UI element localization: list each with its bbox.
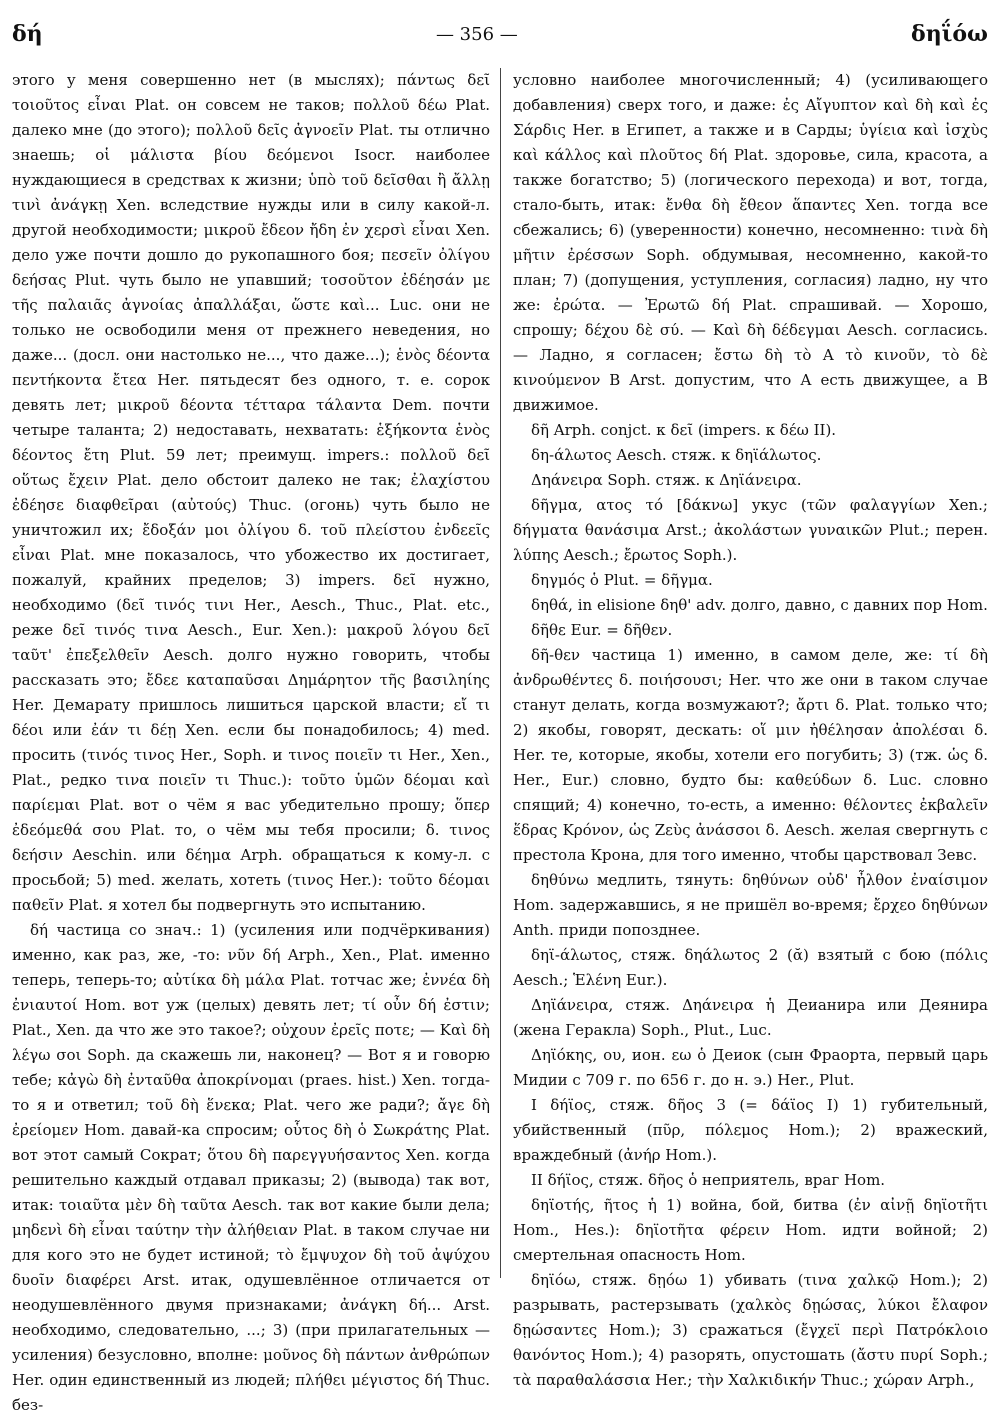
dictionary-entry: δηθύνω медлить, тянуть: δηθύνων οὐδ' ἦλθον ἐναίσιμον Hom. задержавшись, я не пришёл во-время; ἔρχεο δηθύνων Anth. приди попозднее. (513, 871, 988, 939)
dictionary-entry: δηϊ-άλωτος, стяж. δηάλωτος 2 (ᾰ) взятый с бою (πόλις Aesch.; Ἑλένη Eur.). (513, 946, 988, 989)
dictionary-entry: δηϊοτής, ῆτος ἡ 1) война, бой, битва (ἐν αἰνῇ δηϊοτῆτι Hom., Hes.): δηϊοτῆτα φέρειν Hom. идти войной; 2) смертельная опасность Hom. (513, 1196, 988, 1264)
dictionary-entry: δη-άλωτος Aesch. стяж. к δηϊάλωτος. (531, 446, 822, 464)
dictionary-entry: δηθά, in elisione δηθ' adv. долго, давно, с давних пор Hom. (531, 596, 988, 614)
dictionary-entry: Δηϊόκης, ου, ион. εω ὁ Деиок (сын Фраорта, первый царь Мидии с 709 г. по 656 г. до н. э.) Her., Plut. (513, 1046, 988, 1089)
dictionary-entry: δηϊόω, стяж. δῃόω 1) убивать (τινα χαλκῷ Hom.); 2) разрывать, растерзывать (χαλκὸς δῃώσας, λύκοι ἔλαφον δῃώσαντες Hom.); 3) сражаться (ἔγχεϊ περὶ Πατρόκλοιο θανόντος Hom.); 4) разорять, опустошать (ἄστυ πυρί Soph.; τὰ παραθαλάσσια Her.; τὴν Χαλκιδικήν Thuc.; χώραν Arph., (513, 1271, 988, 1389)
dictionary-entry: I δήϊος, стяж. δῆος 3 (= δάϊος I) 1) губительный, убийственный (πῦρ, πόλεμος Hom.); 2) вражеский, враждебный (ἀνήρ Hom.). (513, 1096, 988, 1164)
dictionary-entry: δῆ-θεν частица 1) именно, в самом деле, же: τί δὴ ἀνδρωθέντες δ. ποιήσουσι; Her. что же они в таком случае станут делать, когда возмужают?; ἄρτι δ. Plat. только что; 2) якобы, говорят, дескать: οἵ μιν ἠθέλησαν ἀπολέσαι δ. Her. те, которые, якобы, хотели его погубить; 3) (тж. ὡς δ. Her., Eur.) словно, будто бы: καθεύδων δ. Luc. словно спящий; 4) конечно, то-есть, а именно: θέλοντες ἐκβαλεῖν ἕδρας Κρόνον, ὡς Ζεὺς ἀνάσσοι δ. Aesch. желая свергнуть с престола Крона, для того именно, чтобы царствовал Зевс. (513, 646, 988, 864)
right-column (500, 68, 988, 1389)
entry-continuation: условно наиболее многочисленный; 4) (усиливающего добавления) сверх того, и даже: ἐς Αἴγυπτον καὶ δὴ καὶ ἐς Σάρδις Her. в Египет, а также и в Сарды; ὑγίεια καὶ ἰσχὺς καὶ κάλλος καὶ πλοῦτος δή Plat. здоровье, сила, красота, а также богатство; 5) (логического перехода) и вот, тогда, стало-быть, итак: ἔνθα δὴ ἔθεον ἅπαντες Xen. тогда все сбежались; 6) (уверенности) конечно, несомненно: τινὰ δὴ μῆτιν ἐρέσσων Soph. обдумывая, несомненно, какой-то план; 7) (допущения, уступления, согласия) ладно, ну что же: ἐρώτα. — Ἐρωτῶ δή Plat. спрашивай. — Хорошо, спрошу; δέχου δὲ σύ. — Καὶ δὴ δέδεγμαι Aesch. согласись. — Ладно, я согласен; ἔστω δὴ τὸ Α τὸ κινοῦν, τὸ δὲ κινούμενον Β Arst. допустим, что А есть движущее, а В движимое. (513, 71, 988, 414)
left-column (12, 68, 500, 1414)
dictionary-entry: δῆ Arph. conjct. к δεῖ (impers. к δέω II). (531, 421, 837, 439)
page-header (12, 14, 988, 54)
dictionary-entry: Δηϊάνειρα, стяж. Δηάνειρα ἡ Деианира или Деянира (жена Геракла) Soph., Plut., Luc. (513, 996, 988, 1039)
page-number: — 356 — (435, 23, 518, 45)
entry-de-particle: δή частица со знач.: 1) (усиления или подчёркивания) именно, как раз, же, -то: νῦν δή Arph., Xen., Plat. именно теперь, теперь-то; αὐτίκα δὴ μάλα Plat. тотчас же; ἐννέα δὴ ἐνιαυτοί Hom. вот уж (целых) девять лет; τί οὖν δή ἐστιν; Plat., Xen. да что же это такое?; οὐχουν ἐρεῖς ποτε; — Καὶ δὴ λέγω σοι Soph. да скажешь ли, наконец? — Вот я и говорю тебе; κἀγὼ δὴ ἐνταῦθα ἀποκρίνομαι (praes. hist.) Xen. тогда-то я и ответил; τοῦ δὴ ἕνεκα; Plat. чего же ради?; ἄγε δὴ ἐρείομεν Hom. давай-ка спросим; οὗτος δὴ ὁ Σωκράτης Plat. вот этот самый Сократ; ὅτου δὴ παρεγγυήσαντος Xen. когда решительно каждый отдавал приказы; 2) (вывода) так вот, итак: τοιαῦτα μὲν δὴ ταῦτα Aesch. так вот какие были дела; μηδενὶ δὴ εἶναι ταύτην τὴν ἀλήθειαν Plat. в таком случае ни для кого это не будет истиной; τὸ ἔμψυχον δὴ τοῦ ἀψύχου δυοῖν διαφέρει Arst. итак, одушевлённое отличается от неодушевлённого двумя признаками; ἀνάγκη δή... Arst. необходимо, следовательно, ...; 3) (при прилагательных — усиления) безусловно, вполне: μοῦνος δὴ πάντων ἀνθρώπων Her. один единственный из людей; πλήθει μέγιστος δή Thuc. без- (12, 921, 490, 1414)
dictionary-entry: Δηάνειρα Soph. стяж. к Δηϊάνειρα. (531, 471, 802, 489)
dictionary-entry: δηγμός ὁ Plut. = δῆγμα. (531, 571, 713, 589)
text-columns (12, 68, 988, 1414)
right-running-headword: δηΐόω (911, 21, 988, 47)
entry-continuation: этого у меня совершенно нет (в мыслях); πάντως δεῖ τοιοῦτος εἶναι Plat. он совсем не таков; πολλοῦ δέω Plat. далеко мне (до этого); πολλοῦ δεῖς ἀγνοεῖν Plat. ты отлично знаешь; οἱ μάλιστα βίου δεόμενοι Isocr. наиболее нуждающиеся в средствах к жизни; ὑπὸ τοῦ δεῖσθαι ἢ ἄλλῃ τινὶ ἀνάγκῃ Xen. вследствие нужды или в силу какой-л. другой необходимости; μικροῦ ἔδεον ἤδη ἐν χερσὶ εἶναι Xen. дело уже почти дошло до рукопашного боя; πεσεῖν ὀλίγου δεήσας Plut. чуть было не упавший; τοσοῦτον ἐδέησάν με τῆς παλαιᾶς ἀγνοίας ἀπαλλάξαι, ὥστε καὶ... Luc. они не только не освободили меня от прежнего неведения, но даже... (досл. они настолько не..., что даже...); ἑνὸς δέοντα πεντήκοντα ἔτεα Her. пятьдесят без одного, т. е. сорок девять лет; μικροῦ δέοντα τέτταρα τάλαντα Dem. почти четыре таланта; 2) недоставать, нехватать: ἑξήκοντα ἑνὸς δέοντος ἔτη Plut. 59 лет; преимущ. impers.: πολλοῦ δεῖ οὕτως ἔχειν Plat. дело обстоит далеко не так; ἐλαχίστου ἐδέησε διαφθεῖραι (αὐτούς) Thuc. (огонь) чуть было не уничтожил их; ἔδοξάν μοι ὀλίγου δ. τοῦ πλείστου ἐνδεεῖς εἶναι Plat. мне показалось, что убожество их достигает, пожалуй, крайних пределов; 3) impers. δεῖ нужно, необходимо (δεῖ τινός τινι Her., Aesch., Thuc., Plat. etc., реже δεῖ τινός τινα Aesch., Eur. Xen.): μακροῦ λόγου δεῖ ταῦτ' ἐπεξελθεῖν Aesch. долго нужно говорить, чтобы рассказать это; ἔδεε καταπαῦσαι Δημάρητον τῆς βασιληίης Her. Демарату пришлось лишиться царской власти; εἴ τι δέοι или ἐάν τι δέῃ Xen. если бы понадобилось; 4) med. просить (τινός τινος Her., Soph. и τινος ποιεῖν τι Her., Xen., Plat., редко τινα ποιεῖν τι Thuc.): τοῦτο ὑμῶν δέομαι καὶ παρίεμαι Plat. вот о чём я вас убедительно прошу; ὅπερ ἐδεόμεθά σου Plat. то, о чём мы тебя просили; δ. τινος δεήσιν Aeschin. или δέημα Arph. обращаться к кому-л. с просьбой; 5) med. желать, хотеть (τινος Her.): τοῦτο δέομαι παθεῖν Plat. я хотел бы подвергнуть это испытанию. (12, 71, 490, 914)
dictionary-entry: δῆθε Eur. = δῆθεν. (531, 621, 673, 639)
left-running-headword: δή (12, 21, 43, 47)
dictionary-entry: δῆγμα, ατος τό [δάκνω] укус (τῶν φαλαγγίων Xen.; δήγματα θανάσιμα Arst.; ἀκολάστων γυναικῶν Plut.; перен. λύπης Aesch.; ἔρωτος Soph.). (513, 496, 988, 564)
dictionary-entry: II δήϊος, стяж. δῆος ὁ неприятель, враг Hom. (531, 1171, 886, 1189)
